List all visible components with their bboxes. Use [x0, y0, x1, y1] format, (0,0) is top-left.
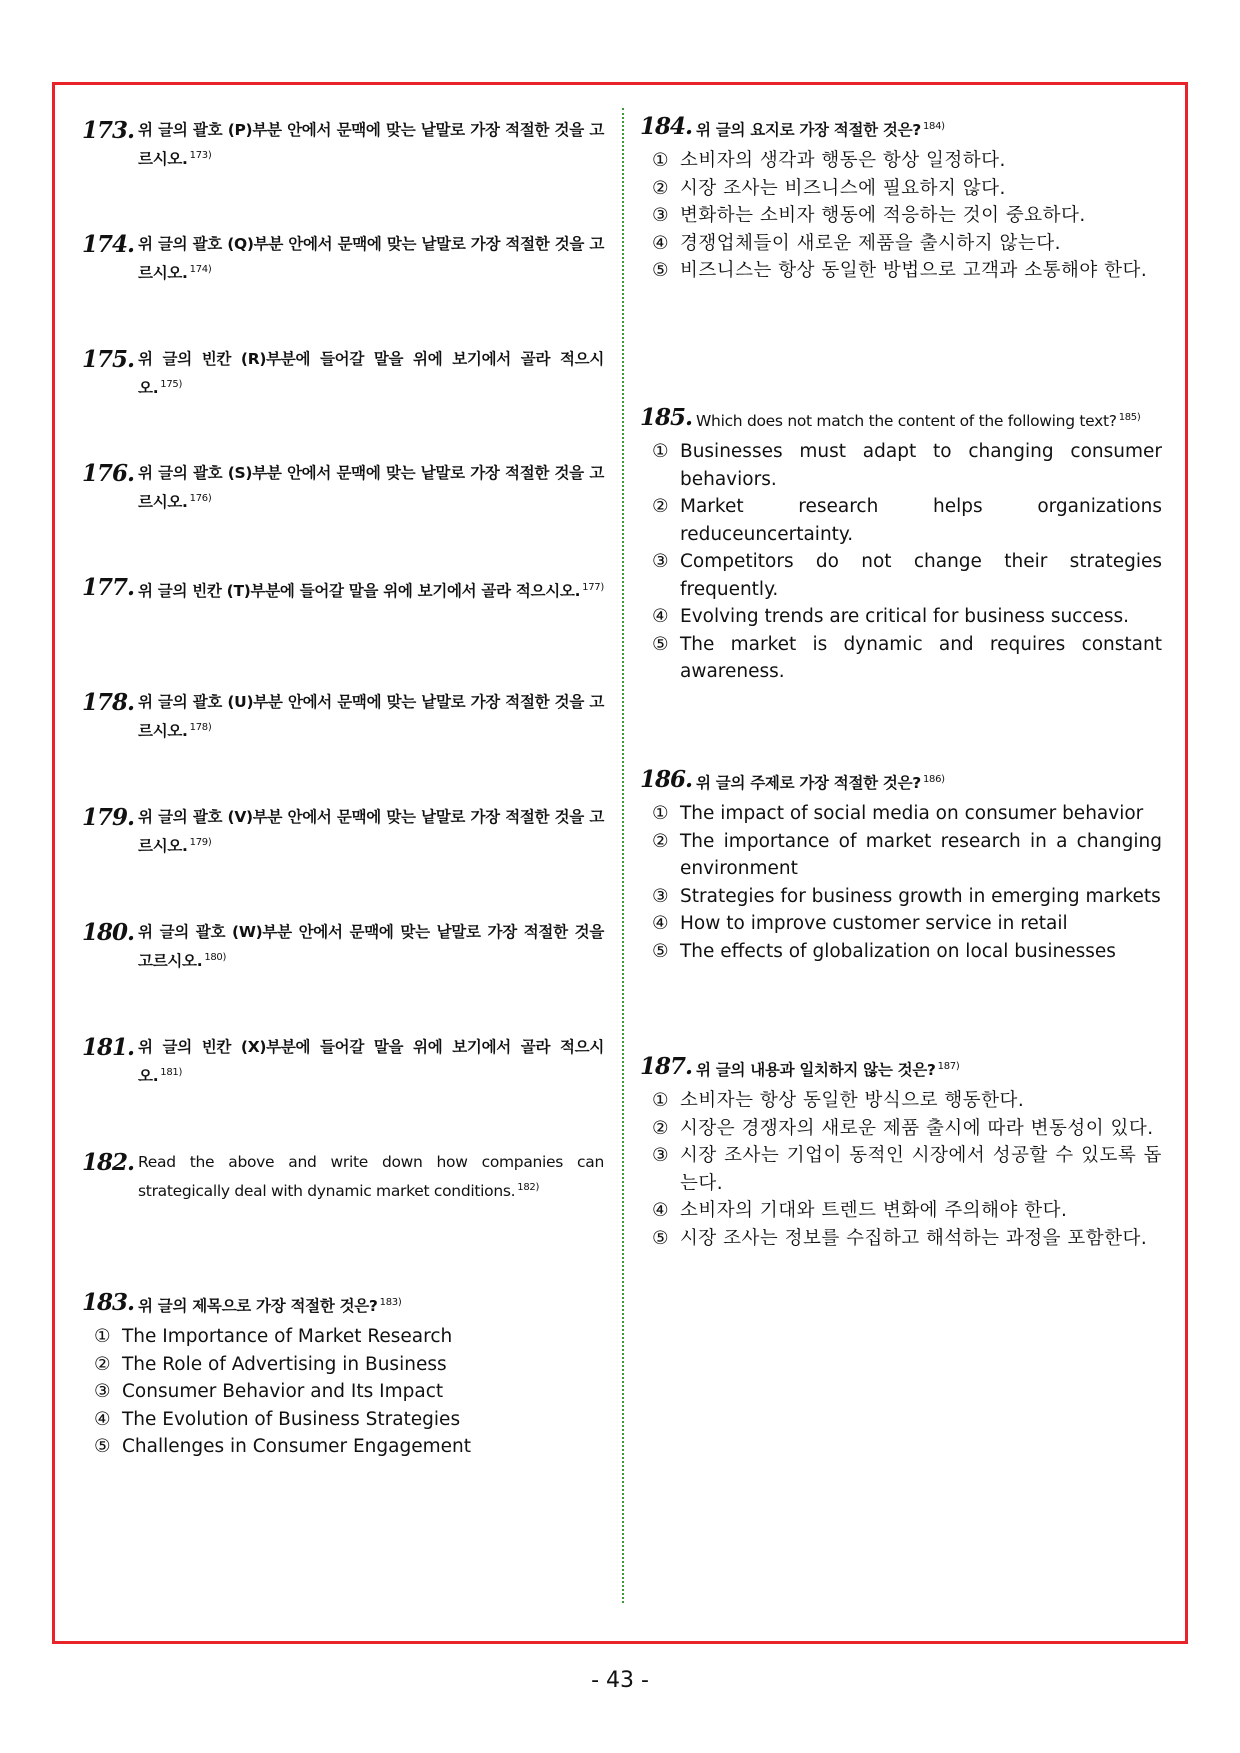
option-text: 시장은 경쟁자의 새로운 제품 출시에 따라 변동성이 있다. [680, 1117, 1154, 1139]
option-marker: ⑤ [652, 1227, 670, 1249]
option-text: The importance of market research in a changing environment [680, 830, 1162, 880]
question-185 [640, 405, 1162, 686]
question-183 [82, 1290, 604, 1461]
option-marker: ⑤ [652, 260, 670, 282]
question-text: 위 글의 제목으로 가장 적절한 것은? [138, 1297, 378, 1316]
footnote-ref: 183) [379, 1297, 402, 1308]
option-4[interactable] [652, 230, 1162, 258]
option-text: Challenges in Consumer Engagement [122, 1436, 471, 1458]
column-divider [622, 108, 624, 1603]
option-marker: ① [94, 1326, 111, 1348]
question-number: 177. [82, 574, 135, 601]
option-5[interactable] [652, 1225, 1162, 1253]
option-marker: ④ [652, 913, 669, 935]
question-text: Read the above and write down how companies can strategically deal with dynamic market conditions. [138, 1153, 604, 1201]
question-number: 185. [640, 404, 693, 431]
question-number: 175. [82, 346, 135, 373]
option-marker: ⑤ [652, 940, 669, 962]
question-180 [82, 920, 604, 974]
footnote-ref: 180) [204, 952, 227, 963]
option-text: 시장 조사는 비즈니스에 필요하지 않다. [680, 177, 1006, 199]
option-text: 변화하는 소비자 행동에 적응하는 것이 중요하다. [680, 205, 1086, 227]
footnote-ref: 182) [517, 1182, 540, 1193]
option-4[interactable] [652, 910, 1162, 938]
option-1[interactable] [652, 1087, 1162, 1115]
option-text: 시장 조사는 정보를 수집하고 해석하는 과정을 포함한다. [680, 1227, 1148, 1249]
question-text: 위 글의 괄호 (V)부분 안에서 문맥에 맞는 낱말로 가장 적절한 것을 고르시오. [138, 808, 604, 856]
option-text: 시장 조사는 기업이 동적인 시장에서 성공할 수 있도록 돕는다. [680, 1145, 1162, 1194]
option-1[interactable] [652, 800, 1162, 828]
option-marker: ④ [94, 1408, 111, 1430]
option-4[interactable] [652, 603, 1162, 631]
option-marker: ② [652, 496, 669, 518]
option-text: How to improve customer service in retail [680, 913, 1068, 935]
question-number: 174. [82, 231, 135, 258]
option-marker: ① [652, 150, 670, 172]
question-179 [82, 805, 604, 859]
option-text: The Evolution of Business Strategies [122, 1408, 461, 1430]
options-list [640, 1087, 1162, 1252]
footnote-ref: 173) [189, 150, 212, 161]
question-176 [82, 461, 604, 515]
question-177 [82, 575, 604, 604]
option-text: The impact of social media on consumer behavior [680, 803, 1144, 825]
option-marker: ① [652, 441, 669, 463]
option-text: Market research helps organizations reduceuncertainty. [680, 496, 1162, 545]
option-4[interactable] [94, 1406, 604, 1434]
question-174 [82, 232, 604, 286]
footnote-ref: 187) [937, 1061, 960, 1072]
option-marker: ② [652, 1117, 670, 1139]
question-text: 위 글의 괄호 (Q)부분 안에서 문맥에 맞는 낱말로 가장 적절한 것을 고르시오. [138, 235, 604, 283]
question-text: 위 글의 요지로 가장 적절한 것은? [696, 121, 921, 140]
question-text: 위 글의 괄호 (U)부분 안에서 문맥에 맞는 낱말로 가장 적절한 것을 고르시오. [138, 693, 604, 741]
question-181 [82, 1035, 604, 1089]
question-number: 182. [82, 1149, 135, 1176]
option-text: 비즈니스는 항상 동일한 방법으로 고객과 소통해야 한다. [680, 260, 1148, 282]
footnote-ref: 181) [160, 1067, 183, 1078]
option-3[interactable] [94, 1378, 604, 1406]
option-2[interactable] [94, 1351, 604, 1379]
option-1[interactable] [94, 1323, 604, 1351]
footnote-ref: 186) [922, 774, 945, 785]
footnote-ref: 179) [189, 837, 212, 848]
option-2[interactable] [652, 828, 1162, 883]
question-186 [640, 767, 1162, 965]
option-marker: ③ [652, 205, 670, 227]
option-5[interactable] [652, 257, 1162, 285]
option-text: The Role of Advertising in Business [122, 1353, 447, 1375]
footnote-ref: 175) [160, 379, 183, 390]
option-text: Competitors do not change their strategies frequently. [680, 551, 1162, 600]
option-1[interactable] [652, 147, 1162, 175]
option-text: Consumer Behavior and Its Impact [122, 1381, 444, 1403]
options-list [640, 800, 1162, 965]
page-number: - 43 - [591, 1668, 649, 1693]
option-4[interactable] [652, 1197, 1162, 1225]
footnote-ref: 184) [922, 121, 945, 132]
option-text: The Importance of Market Research [122, 1326, 453, 1348]
question-number: 176. [82, 460, 135, 487]
question-text: 위 글의 괄호 (P)부분 안에서 문맥에 맞는 낱말로 가장 적절한 것을 고르시오. [138, 121, 604, 169]
option-marker: ③ [652, 1145, 670, 1167]
option-1[interactable] [652, 438, 1162, 493]
option-2[interactable] [652, 493, 1162, 548]
footnote-ref: 174) [189, 264, 212, 275]
question-text: 위 글의 내용과 일치하지 않는 것은? [696, 1061, 936, 1080]
option-2[interactable] [652, 1115, 1162, 1143]
option-marker: ⑤ [652, 633, 669, 655]
question-number: 179. [82, 804, 135, 831]
option-text: The market is dynamic and requires constant awareness. [680, 633, 1162, 683]
option-text: Evolving trends are critical for business success. [680, 606, 1130, 628]
question-number: 184. [640, 113, 693, 140]
option-text: 경쟁업체들이 새로운 제품을 출시하지 않는다. [680, 232, 1061, 254]
option-marker: ④ [652, 232, 670, 254]
option-marker: ② [94, 1353, 111, 1375]
footnote-ref: 177) [582, 582, 604, 593]
option-marker: ④ [652, 606, 669, 628]
option-text: 소비자의 생각과 행동은 항상 일정하다. [680, 150, 1006, 172]
option-3[interactable] [652, 548, 1162, 603]
option-marker: ② [652, 177, 670, 199]
question-173 [82, 118, 604, 172]
footnote-ref: 185) [1118, 412, 1141, 423]
option-text: 소비자는 항상 동일한 방식으로 행동한다. [680, 1090, 1025, 1112]
footnote-ref: 176) [189, 493, 212, 504]
question-182 [82, 1150, 604, 1204]
option-marker: ④ [652, 1200, 670, 1222]
question-text: Which does not match the content of the following text? [696, 412, 1117, 431]
question-number: 180. [82, 919, 135, 946]
question-178 [82, 690, 604, 744]
option-5[interactable] [652, 631, 1162, 686]
question-text: 위 글의 주제로 가장 적절한 것은? [696, 774, 921, 793]
options-list [640, 438, 1162, 686]
option-marker: ③ [94, 1381, 111, 1403]
options-list [640, 147, 1162, 285]
option-marker: ③ [652, 551, 669, 573]
question-number: 178. [82, 689, 135, 716]
option-5[interactable] [94, 1433, 604, 1461]
question-number: 183. [82, 1289, 135, 1316]
question-number: 181. [82, 1034, 135, 1061]
option-marker: ③ [652, 885, 669, 907]
option-text: The effects of globalization on local businesses [680, 940, 1116, 962]
question-text: 위 글의 괄호 (S)부분 안에서 문맥에 맞는 낱말로 가장 적절한 것을 고르시오. [138, 464, 604, 512]
option-marker: ① [652, 803, 669, 825]
question-text: 위 글의 빈칸 (X)부분에 들어갈 말을 위에 보기에서 골라 적으시오. [138, 1038, 604, 1086]
question-text: 위 글의 빈칸 (T)부분에 들어갈 말을 위에 보기에서 골라 적으시오. [138, 582, 581, 601]
option-marker: ⑤ [94, 1436, 111, 1458]
option-3[interactable] [652, 883, 1162, 911]
options-list [82, 1323, 604, 1461]
option-text: 소비자의 기대와 트렌드 변화에 주의해야 한다. [680, 1200, 1068, 1222]
option-2[interactable] [652, 175, 1162, 203]
option-5[interactable] [652, 938, 1162, 966]
question-number: 187. [640, 1053, 693, 1080]
question-184 [640, 114, 1162, 285]
question-number: 173. [82, 117, 135, 144]
footnote-ref: 178) [189, 722, 212, 733]
option-3[interactable] [652, 1142, 1162, 1197]
question-175 [82, 347, 604, 401]
option-text: Strategies for business growth in emerging markets [680, 885, 1161, 907]
question-text: 위 글의 괄호 (W)부분 안에서 문맥에 맞는 낱말로 가장 적절한 것을 고르시오. [138, 923, 604, 971]
question-text: 위 글의 빈칸 (R)부분에 들어갈 말을 위에 보기에서 골라 적으시오. [138, 350, 604, 398]
option-marker: ② [652, 830, 669, 852]
option-marker: ① [652, 1090, 670, 1112]
question-number: 186. [640, 766, 693, 793]
question-187 [640, 1054, 1162, 1252]
option-text: Businesses must adapt to changing consumer behaviors. [680, 441, 1162, 490]
option-3[interactable] [652, 202, 1162, 230]
